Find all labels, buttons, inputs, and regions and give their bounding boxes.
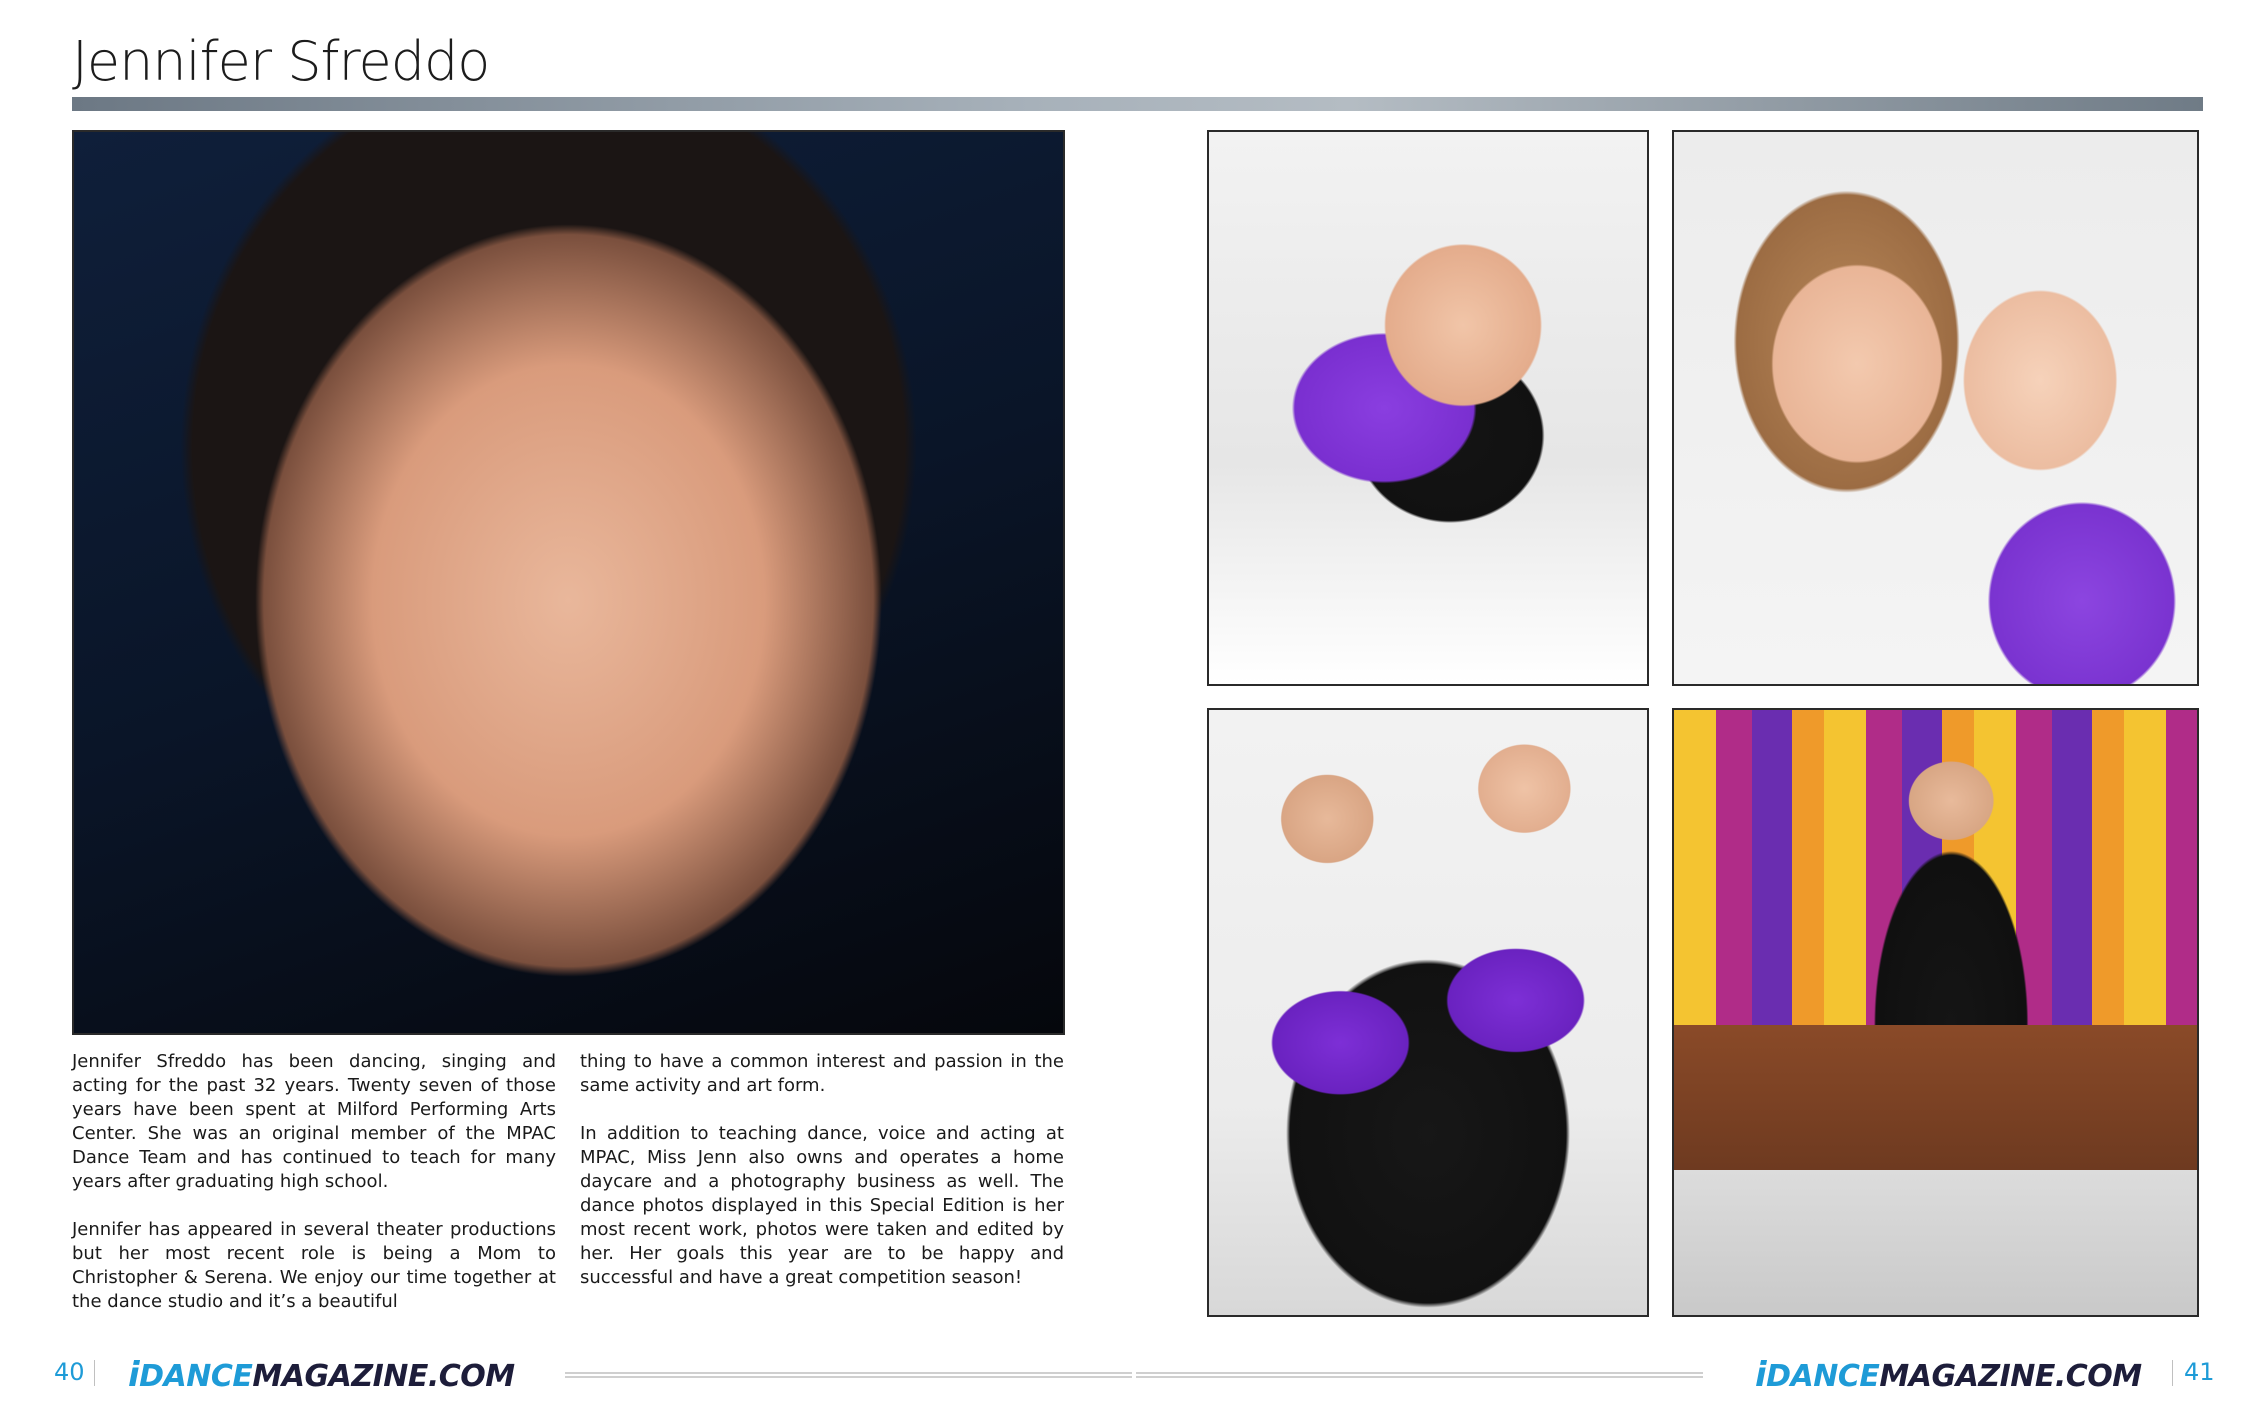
baby-crawl-photo [1207,130,1649,686]
page-title: Jennifer Sfreddo [72,30,490,93]
logo-dance: DANCE [139,1359,253,1394]
article-paragraph: Jennifer has appeared in several theater productions but her most recent role is being a Mom to Christopher & Serena. We enjoy our time together at the dance studio and it’s a beautiful [72,1219,556,1312]
family-photo [1207,708,1649,1317]
article-column-1 [72,1050,556,1338]
magazine-logo-right[interactable] [1755,1355,2142,1395]
logo-i: i [128,1355,140,1395]
logo-magazine: MAGAZINE.COM [1879,1359,2142,1394]
footer-rule-right [1136,1370,1703,1378]
magazine-logo-left[interactable] [128,1355,515,1395]
article-paragraph: thing to have a common interest and passion in the same activity and art form. [580,1051,1064,1096]
teen-with-baby-photo [1672,130,2199,686]
logo-magazine: MAGAZINE.COM [252,1359,515,1394]
article-paragraph: In addition to teaching dance, voice and acting at MPAC, Miss Jenn also owns and operates a home daycare and a photography business as well. The dance photos displayed in this Special Edition is her most recent work, photos were taken and edited by her. Her goals this year are to be happy and successful and have a great competition season! [580,1123,1064,1288]
page-number-left: 40 [54,1358,85,1386]
article-paragraph: Jennifer Sfreddo has been dancing, singing and acting for the past 32 years. Twenty seven of those years have been spent at Milford Performing Arts Center. She was an original member of the MPAC Dance Team and has continued to teach for many years after graduating high school. [72,1051,556,1192]
logo-dance: DANCE [1766,1359,1880,1394]
boy-mural-photo [1672,708,2199,1317]
footer-separator [2172,1360,2173,1386]
title-divider [72,97,2203,111]
portrait-photo [72,130,1065,1035]
footer-separator [94,1360,95,1386]
page-number-right: 41 [2184,1358,2215,1386]
article-column-2 [580,1050,1064,1314]
logo-i: i [1755,1355,1767,1395]
footer-rule-left [565,1370,1132,1378]
